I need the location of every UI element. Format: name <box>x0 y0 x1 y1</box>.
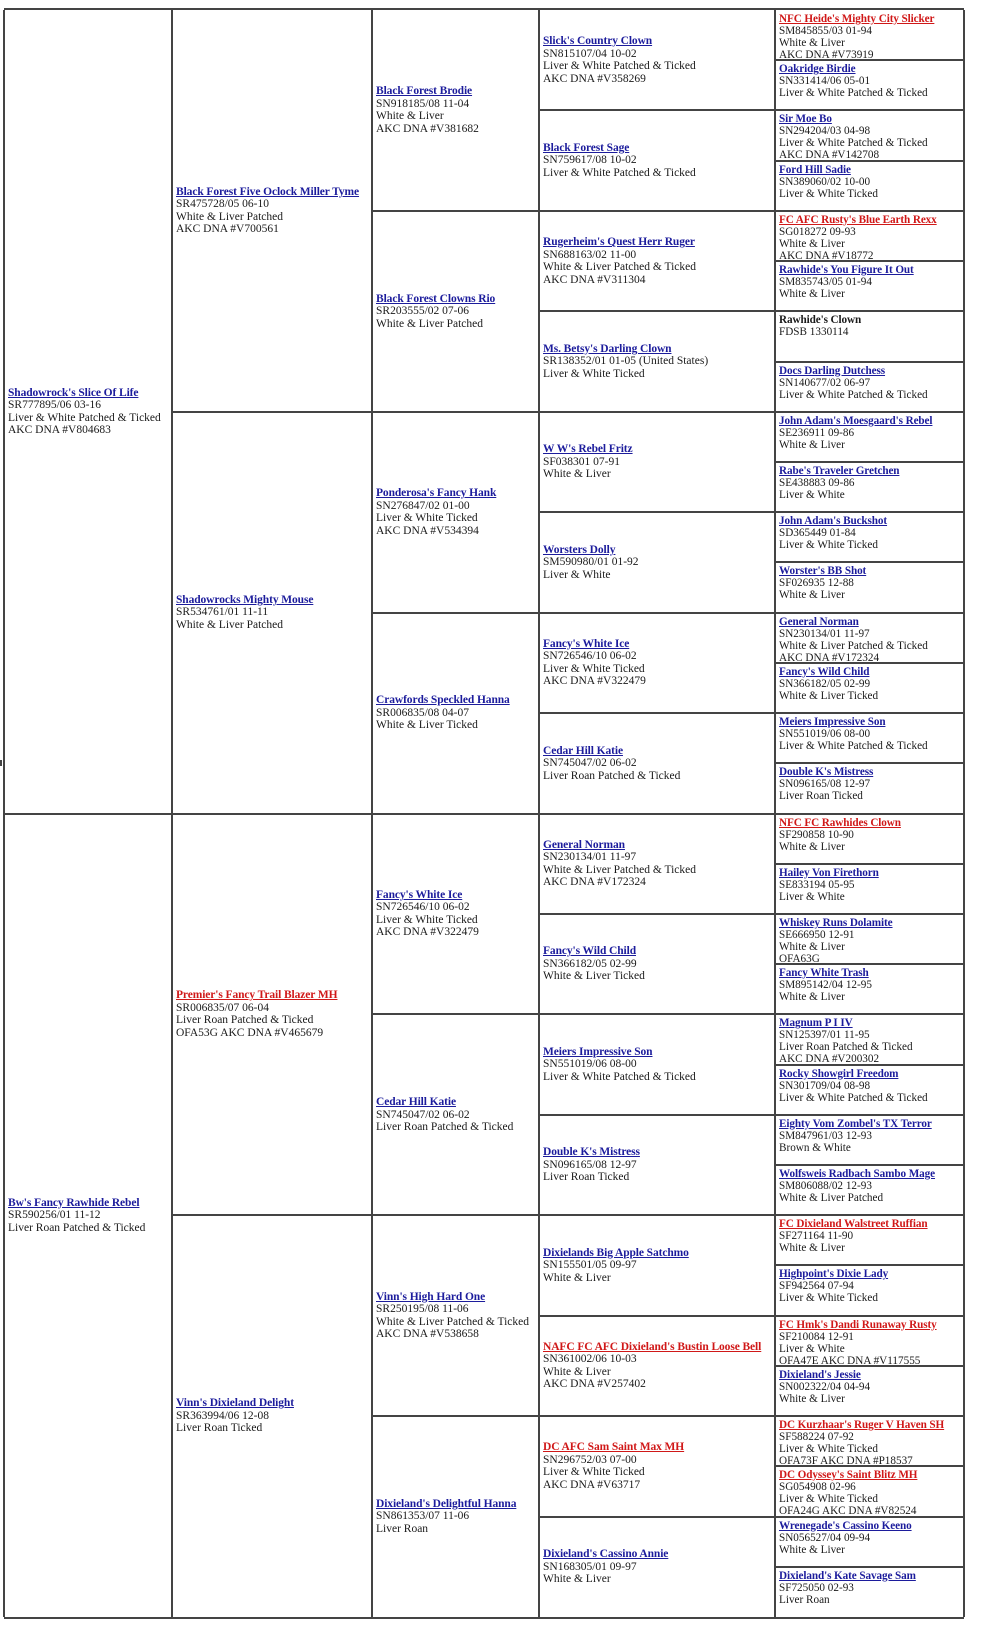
dog-detail: White & Liver Patched <box>176 210 283 223</box>
dog-name-link-wolfsweis-radbach-sambo-mage[interactable]: Wolfsweis Radbach Sambo Mage <box>779 1168 936 1181</box>
dog-name-link-worster-s-bb-shot[interactable]: Worster's BB Shot <box>779 565 867 578</box>
dog-detail: White & Liver Patched & Ticked <box>543 261 696 274</box>
dog-detail: Liver & White Patched & Ticked <box>779 137 928 150</box>
dog-name-link-dc-odyssey-s-saint-blitz-mh[interactable]: DC Odyssey's Saint Blitz MH <box>779 1469 918 1482</box>
dog-name-link-general-norman[interactable]: General Norman <box>543 838 625 851</box>
dog-name-link-ford-hill-sadie[interactable]: Ford Hill Sadie <box>779 163 851 176</box>
dog-detail: Liver Roan Ticked <box>779 790 863 803</box>
left-edge-mark <box>0 760 2 766</box>
dog-detail: AKC DNA #V538658 <box>376 1328 479 1341</box>
dog-detail: White & Liver <box>779 940 845 953</box>
dog-detail: White & Liver <box>543 1365 611 1378</box>
dog-name-link-vinn-s-high-hard-one[interactable]: Vinn's High Hard One <box>376 1290 486 1303</box>
dog-name-link-oakridge-birdie[interactable]: Oakridge Birdie <box>779 63 856 76</box>
dog-name-link-rawhide-s-you-figure-it-out[interactable]: Rawhide's You Figure It Out <box>779 264 914 277</box>
dog-name-link-docs-darling-dutchess[interactable]: Docs Darling Dutchess <box>779 364 886 377</box>
registration-info: SN688163/02 11-00 <box>543 248 637 261</box>
dog-detail: OFA53G AKC DNA #V465679 <box>176 1026 324 1039</box>
pedigree-cell-gen5 <box>776 161 963 211</box>
registration-info: SG054908 02-96 <box>779 1481 856 1494</box>
dog-detail: Liver Roan Ticked <box>176 1422 263 1435</box>
dog-detail: AKC DNA #V381682 <box>376 122 479 135</box>
dog-detail: AKC DNA #V322479 <box>376 926 479 939</box>
dog-name-link-fc-dixieland-walstreet-ruffian[interactable]: FC Dixieland Walstreet Ruffian <box>779 1218 928 1231</box>
registration-info: SN276847/02 01-00 <box>376 499 470 512</box>
dog-detail: AKC DNA #V200302 <box>779 1053 880 1065</box>
pedigree-cell-gen4 <box>540 211 774 311</box>
dog-detail: White & Liver <box>779 1242 845 1255</box>
pedigree-cell-gen5 <box>776 512 963 562</box>
dog-detail: White & Liver <box>779 288 845 301</box>
dog-detail: White & Liver Patched & Ticked <box>543 863 696 876</box>
pedigree-cell-gen5 <box>776 211 963 261</box>
registration-info: SR363994/06 12-08 <box>176 1409 269 1422</box>
registration-info: SN294204/03 04-98 <box>779 125 871 138</box>
dog-name-link-general-norman[interactable]: General Norman <box>779 615 859 628</box>
dog-detail: White & Liver <box>779 991 845 1004</box>
dog-name-link-black-forest-clowns-rio[interactable]: Black Forest Clowns Rio <box>376 292 496 305</box>
dog-detail: Liver Roan Patched & Ticked <box>8 1221 146 1234</box>
dog-name-link-dixieland-s-delightful-hanna[interactable]: Dixieland's Delightful Hanna <box>376 1497 517 1510</box>
dog-name-link-nfc-fc-rawhides-clown[interactable]: NFC FC Rawhides Clown <box>779 816 901 829</box>
registration-info: SN918185/08 11-04 <box>376 97 470 110</box>
dog-detail: White & Liver Patched <box>779 1192 884 1205</box>
registration-info: SN726546/10 06-02 <box>543 650 637 663</box>
dog-detail: OFA63G <box>779 952 820 965</box>
dog-name-link-highpoint-s-dixie-lady[interactable]: Highpoint's Dixie Lady <box>779 1268 889 1281</box>
dog-detail: Liver & White Ticked <box>779 539 878 552</box>
dog-name-link-black-forest-brodie[interactable]: Black Forest Brodie <box>376 85 473 98</box>
pedigree-cell-gen1 <box>5 814 171 1618</box>
registration-info: SF725050 02-93 <box>779 1581 854 1594</box>
registration-info: SR006835/07 06-04 <box>176 1001 269 1014</box>
pedigree-cell-gen5 <box>776 1366 963 1416</box>
dog-name-link-hailey-von-firethorn[interactable]: Hailey Von Firethorn <box>779 866 879 879</box>
registration-info: SF026935 12-88 <box>779 577 854 590</box>
dog-name-link-fancy-s-white-ice[interactable]: Fancy's White Ice <box>543 637 630 650</box>
dog-name-link-premier-s-fancy-trail-blazer-mh[interactable]: Premier's Fancy Trail Blazer MH <box>176 989 338 1002</box>
dog-detail: Liver & White Patched & Ticked <box>8 411 161 424</box>
pedigree-cell-gen5 <box>776 1215 963 1265</box>
dog-name-link-cedar-hill-katie[interactable]: Cedar Hill Katie <box>543 744 623 757</box>
dog-name-link-rocky-showgirl-freedom[interactable]: Rocky Showgirl Freedom <box>779 1067 899 1080</box>
dog-detail: Liver & White Patched & Ticked <box>779 87 928 100</box>
dog-detail: White & Liver Patched <box>376 317 483 330</box>
registration-info: SN815107/04 10-02 <box>543 47 637 60</box>
pedigree-cell-gen5 <box>776 1517 963 1567</box>
registration-info: SF290858 10-90 <box>779 828 854 841</box>
dog-detail: Liver & White Patched & Ticked <box>543 166 696 179</box>
pedigree-cell-gen5 <box>776 814 963 864</box>
dog-detail: Liver & White <box>543 568 611 581</box>
registration-info: SN096165/08 12-97 <box>543 1158 637 1171</box>
dog-name-link-sir-moe-bo[interactable]: Sir Moe Bo <box>779 113 832 126</box>
dog-detail: Liver & White Ticked <box>779 1493 878 1506</box>
dog-detail: White & Liver <box>779 37 845 49</box>
pedigree-cell-gen4 <box>540 412 774 512</box>
registration-info: SN002322/04 04-94 <box>779 1380 871 1393</box>
dog-detail: White & Liver Patched & Ticked <box>376 1315 529 1328</box>
pedigree-cell-gen2 <box>173 1215 371 1617</box>
registration-info: SR138352/01 01-05 (United States) <box>543 355 709 368</box>
dog-detail: White & Liver <box>543 1573 611 1586</box>
pedigree-cell-gen5 <box>776 663 963 713</box>
registration-info: SG018272 09-93 <box>779 225 856 238</box>
pedigree-cell-gen5 <box>776 713 963 763</box>
dog-name-link-john-adam-s-buckshot[interactable]: John Adam's Buckshot <box>779 515 888 528</box>
dog-detail: White & Liver Ticked <box>376 719 478 732</box>
dog-name-link-shadowrock-s-slice-of-life[interactable]: Shadowrock's Slice Of Life <box>8 386 139 399</box>
dog-name-link-dixielands-big-apple-satchmo[interactable]: Dixielands Big Apple Satchmo <box>543 1246 689 1259</box>
dog-name-link-fc-afc-rusty-s-blue-earth-rexx[interactable]: FC AFC Rusty's Blue Earth Rexx <box>779 213 937 226</box>
dog-detail: AKC DNA #V804683 <box>8 424 111 437</box>
registration-info: SM845855/03 01-94 <box>779 25 872 37</box>
registration-info: SN230134/01 11-97 <box>543 851 637 864</box>
dog-detail: AKC DNA #V142708 <box>779 149 880 161</box>
registration-info: SM835743/05 01-94 <box>779 276 872 289</box>
pedigree-cell-gen5 <box>776 60 963 110</box>
pedigree-cell-gen4 <box>540 814 774 914</box>
pedigree-cell-gen5 <box>776 1466 963 1516</box>
registration-info: SN745047/02 06-02 <box>543 757 637 770</box>
pedigree-cell-gen5 <box>776 613 963 663</box>
dog-name-link-black-forest-sage[interactable]: Black Forest Sage <box>543 141 630 154</box>
dog-detail: Liver Roan Patched & Ticked <box>779 1041 913 1054</box>
dog-detail: OFA24G AKC DNA #V82524 <box>779 1505 917 1517</box>
pedigree-cell-gen4 <box>540 110 774 210</box>
pedigree-cell-gen2 <box>173 412 371 814</box>
dog-detail: Liver & White Ticked <box>779 187 878 200</box>
registration-info: SM847961/03 12-93 <box>779 1129 872 1142</box>
pedigree-cell-gen4 <box>540 311 774 411</box>
pedigree-cell-gen5 <box>776 864 963 914</box>
registration-info: SN125397/01 11-95 <box>779 1029 870 1042</box>
pedigree-cell-gen4 <box>540 914 774 1014</box>
dog-detail: Liver & White Ticked <box>543 662 645 675</box>
registration-info: SR006835/08 04-07 <box>376 706 469 719</box>
dog-detail: Liver & White <box>779 488 845 501</box>
dog-detail: Liver & White Patched & Ticked <box>779 740 928 753</box>
pedigree-cell-gen1 <box>5 10 171 814</box>
pedigree-cell-gen4 <box>540 1115 774 1215</box>
pedigree-cell-gen4 <box>540 1517 774 1617</box>
registration-info: SR590256/01 11-12 <box>8 1209 101 1221</box>
pedigree-cell-gen5 <box>776 462 963 512</box>
registration-info: SF942564 07-94 <box>779 1280 854 1293</box>
dog-name-link-cedar-hill-katie[interactable]: Cedar Hill Katie <box>376 1096 456 1109</box>
pedigree-cell-gen5 <box>776 1567 963 1617</box>
dog-name-link-dixieland-s-kate-savage-sam[interactable]: Dixieland's Kate Savage Sam <box>779 1569 916 1582</box>
dog-name-link-ms-betsy-s-darling-clown[interactable]: Ms. Betsy's Darling Clown <box>543 342 672 355</box>
pedigree-cell-gen3 <box>373 412 538 613</box>
dog-name-link-meiers-impressive-son[interactable]: Meiers Impressive Son <box>779 716 886 729</box>
dog-name-link-crawfords-speckled-hanna[interactable]: Crawfords Speckled Hanna <box>376 694 510 707</box>
dog-detail: Liver Roan <box>376 1522 429 1535</box>
registration-info: SN230134/01 11-97 <box>779 627 870 640</box>
dog-name-link-magnum-p-i-iv[interactable]: Magnum P I IV <box>779 1017 853 1030</box>
dog-detail: White & Liver <box>779 589 845 602</box>
dog-detail: White & Liver <box>376 110 444 123</box>
registration-info: SM895142/04 12-95 <box>779 979 872 992</box>
dog-detail: Liver & White Ticked <box>376 913 478 926</box>
pedigree-cell-gen3 <box>373 1014 538 1215</box>
registration-info: SE438883 09-86 <box>779 476 855 489</box>
dog-name-link-dixieland-s-jessie[interactable]: Dixieland's Jessie <box>779 1368 861 1381</box>
dog-detail: AKC DNA #V18772 <box>779 249 874 262</box>
registration-info: SN155501/05 09-97 <box>543 1259 637 1272</box>
registration-info: SN861353/07 11-06 <box>376 1510 470 1523</box>
registration-info: SD365449 01-84 <box>779 527 856 540</box>
pedigree-cell-gen5 <box>776 964 963 1014</box>
dog-detail: AKC DNA #V311304 <box>543 273 646 286</box>
registration-info: SN056527/04 09-94 <box>779 1531 871 1544</box>
dog-detail: Liver & White <box>779 1342 845 1355</box>
pedigree-cell-gen3 <box>373 1215 538 1416</box>
registration-info: SN389060/02 10-00 <box>779 175 871 188</box>
dog-name-link-john-adam-s-moesgaard-s-rebel[interactable]: John Adam's Moesgaard's Rebel <box>779 414 933 427</box>
pedigree-cell-gen4 <box>540 713 774 813</box>
registration-info: SN301709/04 08-98 <box>779 1079 871 1092</box>
dog-name-link-black-forest-five-oclock-miller-tyme[interactable]: Black Forest Five Oclock Miller Tyme <box>176 185 360 198</box>
registration-info: SR475728/05 06-10 <box>176 198 269 211</box>
pedigree-cell-gen2 <box>173 814 371 1216</box>
dog-detail: Brown & White <box>779 1141 851 1154</box>
pedigree-cell-gen5 <box>776 763 963 813</box>
dog-name-link-worsters-dolly[interactable]: Worsters Dolly <box>543 543 616 556</box>
registration-info: SN366182/05 02-99 <box>543 957 637 970</box>
dog-detail: White & Liver <box>543 1271 611 1284</box>
registration-info: SN096165/08 12-97 <box>779 778 871 791</box>
dog-name-link-bw-s-fancy-rawhide-rebel[interactable]: Bw's Fancy Rawhide Rebel <box>8 1196 140 1209</box>
pedigree-cell-gen5 <box>776 562 963 612</box>
dog-detail: White & Liver <box>779 840 845 853</box>
registration-info: SM590980/01 01-92 <box>543 556 639 569</box>
pedigree-cell-gen2 <box>173 10 371 412</box>
registration-info: SF271164 11-90 <box>779 1230 854 1243</box>
dog-detail: White & Liver Patched <box>176 618 283 631</box>
dog-name-link-fancy-s-white-ice[interactable]: Fancy's White Ice <box>376 888 463 901</box>
registration-info: SR250195/08 11-06 <box>376 1303 469 1316</box>
pedigree-cell-gen5 <box>776 261 963 311</box>
dog-detail: White & Liver Patched & Ticked <box>779 639 928 652</box>
dog-detail: White & Liver <box>543 468 611 481</box>
dog-name-link-rawhide-s-clown: Rawhide's Clown <box>779 314 862 327</box>
pedigree-cell-gen4 <box>540 1316 774 1416</box>
registration-info: SN551019/06 08-00 <box>543 1058 637 1071</box>
pedigree-cell-gen4 <box>540 1416 774 1516</box>
dog-name-link-fancy-s-wild-child[interactable]: Fancy's Wild Child <box>779 665 870 678</box>
dog-name-link-eighty-vom-zombel-s-tx-terror[interactable]: Eighty Vom Zombel's TX Terror <box>779 1117 932 1130</box>
dog-name-link-dc-kurzhaar-s-ruger-v-haven-sh[interactable]: DC Kurzhaar's Ruger V Haven SH <box>779 1419 945 1432</box>
pedigree-cell-gen4 <box>540 1215 774 1315</box>
dog-detail: AKC DNA #V172324 <box>543 876 646 889</box>
dog-name-link-nafc-fc-afc-dixieland-s-bustin-loose-bell[interactable]: NAFC FC AFC Dixieland's Bustin Loose Bell <box>543 1340 762 1353</box>
dog-detail: AKC DNA #V63717 <box>543 1478 641 1491</box>
dog-name-link-w-w-s-rebel-fritz[interactable]: W W's Rebel Fritz <box>543 443 633 456</box>
dog-name-link-fc-hmk-s-dandi-runaway-rusty[interactable]: FC Hmk's Dandi Runaway Rusty <box>779 1318 937 1331</box>
dog-detail: AKC DNA #V534394 <box>376 524 479 537</box>
pedigree-cell-gen3 <box>373 613 538 814</box>
registration-info: SM806088/02 12-93 <box>779 1180 872 1193</box>
registration-info: SN759617/08 10-02 <box>543 154 637 167</box>
pedigree-cell-gen5 <box>776 10 963 60</box>
dog-detail: AKC DNA #V257402 <box>543 1378 646 1391</box>
dog-name-link-vinn-s-dixieland-delight[interactable]: Vinn's Dixieland Delight <box>176 1397 294 1410</box>
registration-info: SN551019/06 08-00 <box>779 728 871 741</box>
dog-name-link-nfc-heide-s-mighty-city-slicker[interactable]: NFC Heide's Mighty City Slicker <box>779 13 935 25</box>
pedigree-cell-gen3 <box>373 10 538 211</box>
pedigree-table <box>4 8 964 1619</box>
dog-detail: White & Liver <box>779 237 845 250</box>
dog-detail: Liver & White Ticked <box>779 1292 878 1305</box>
pedigree-cell-gen5 <box>776 1316 963 1366</box>
registration-info: SE833194 05-95 <box>779 878 855 891</box>
registration-info: SF588224 07-92 <box>779 1431 854 1444</box>
dog-detail: AKC DNA #V322479 <box>543 675 646 688</box>
pedigree-cell-gen4 <box>540 10 774 110</box>
pedigree-cell-gen5 <box>776 362 963 412</box>
registration-info: SN168305/01 09-97 <box>543 1560 637 1573</box>
registration-info: SN140677/02 06-97 <box>779 376 871 389</box>
dog-name-link-double-k-s-mistress[interactable]: Double K's Mistress <box>779 766 874 779</box>
dog-detail: Liver & White Ticked <box>779 1443 878 1456</box>
dog-name-link-dc-afc-sam-saint-max-mh[interactable]: DC AFC Sam Saint Max MH <box>543 1441 685 1454</box>
pedigree-cell-gen5 <box>776 1416 963 1466</box>
pedigree-cell-gen3 <box>373 814 538 1015</box>
dog-name-link-double-k-s-mistress[interactable]: Double K's Mistress <box>543 1146 640 1159</box>
registration-info: SE236911 09-86 <box>779 426 855 439</box>
registration-info: SF210084 12-91 <box>779 1330 854 1343</box>
registration-info: SF038301 07-91 <box>543 455 620 468</box>
pedigree-cell-gen5 <box>776 1115 963 1165</box>
dog-detail: OFA47E AKC DNA #V117555 <box>779 1354 921 1366</box>
pedigree-cell-gen4 <box>540 1014 774 1114</box>
dog-detail: Liver & White Ticked <box>543 1466 645 1479</box>
pedigree-cell-gen5 <box>776 1165 963 1215</box>
dog-detail: White & Liver <box>779 1543 845 1556</box>
dog-detail: Liver & White Ticked <box>376 512 478 525</box>
registration-info: SN361002/06 10-03 <box>543 1353 637 1366</box>
dog-detail: Liver & White <box>779 890 845 903</box>
dog-detail: Liver & White Patched & Ticked <box>543 60 696 73</box>
pedigree-cell-gen5 <box>776 1265 963 1315</box>
dog-detail: Liver Roan Patched & Ticked <box>376 1121 514 1134</box>
dog-name-link-fancy-white-trash[interactable]: Fancy White Trash <box>779 967 869 980</box>
registration-info: SN745047/02 06-02 <box>376 1108 470 1121</box>
pedigree-cell-gen4 <box>540 512 774 612</box>
pedigree-cell-gen5 <box>776 311 963 361</box>
dog-name-link-wrenegade-s-cassino-keeno[interactable]: Wrenegade's Cassino Keeno <box>779 1519 912 1532</box>
pedigree-cell-gen3 <box>373 211 538 412</box>
dog-detail: Liver & White Ticked <box>543 367 645 380</box>
dog-detail: White & Liver <box>779 438 845 451</box>
registration-info: SN366182/05 02-99 <box>779 677 871 690</box>
pedigree-cell-gen5 <box>776 1014 963 1064</box>
dog-name-link-ponderosa-s-fancy-hank[interactable]: Ponderosa's Fancy Hank <box>376 487 497 500</box>
dog-detail: White & Liver Ticked <box>779 689 879 702</box>
pedigree-cell-gen5 <box>776 1065 963 1115</box>
dog-name-link-meiers-impressive-son[interactable]: Meiers Impressive Son <box>543 1045 653 1058</box>
dog-name-link-slick-s-country-clown[interactable]: Slick's Country Clown <box>543 35 653 48</box>
pedigree-cell-gen4 <box>540 613 774 713</box>
pedigree-cell-gen3 <box>373 1416 538 1617</box>
dog-name-link-rabe-s-traveler-gretchen[interactable]: Rabe's Traveler Gretchen <box>779 464 900 477</box>
registration-info: SR203555/02 07-06 <box>376 305 469 318</box>
dog-name-link-whiskey-runs-dolamite[interactable]: Whiskey Runs Dolamite <box>779 916 893 929</box>
dog-detail: White & Liver <box>779 1392 845 1405</box>
dog-detail: AKC DNA #V700561 <box>176 223 279 236</box>
registration-info: SR777895/06 03-16 <box>8 399 101 412</box>
registration-info: SN331414/06 05-01 <box>779 75 871 88</box>
pedigree-cell-gen5 <box>776 110 963 160</box>
dog-detail: Liver Roan <box>779 1593 830 1606</box>
dog-name-link-dixieland-s-cassino-annie[interactable]: Dixieland's Cassino Annie <box>543 1548 669 1561</box>
pedigree-cell-gen5 <box>776 412 963 462</box>
dog-detail: Liver Roan Ticked <box>543 1171 630 1184</box>
registration-info: SN296752/03 07-00 <box>543 1453 637 1466</box>
dog-detail: AKC DNA #V358269 <box>543 72 646 85</box>
registration-info: SE666950 12-91 <box>779 928 855 941</box>
pedigree-cell-gen5 <box>776 914 963 964</box>
dog-detail: OFA73F AKC DNA #P18537 <box>779 1455 913 1467</box>
dog-name-link-rugerheim-s-quest-herr-ruger[interactable]: Rugerheim's Quest Herr Ruger <box>543 236 695 249</box>
registration-info: SN726546/10 06-02 <box>376 901 470 914</box>
dog-detail: White & Liver Ticked <box>543 970 645 983</box>
dog-detail: AKC DNA #V73919 <box>779 49 874 61</box>
registration-info: FDSB 1330114 <box>779 326 849 339</box>
dog-name-link-fancy-s-wild-child[interactable]: Fancy's Wild Child <box>543 945 637 958</box>
dog-detail: Liver & White Patched & Ticked <box>779 388 928 401</box>
dog-detail: Liver Roan Patched & Ticked <box>543 769 681 782</box>
dog-detail: AKC DNA #V172324 <box>779 651 880 663</box>
dog-name-link-shadowrocks-mighty-mouse[interactable]: Shadowrocks Mighty Mouse <box>176 593 314 606</box>
registration-info: SR534761/01 11-11 <box>176 606 269 619</box>
dog-detail: Liver & White Patched & Ticked <box>779 1091 928 1104</box>
dog-detail: Liver & White Patched & Ticked <box>543 1070 696 1083</box>
dog-detail: Liver Roan Patched & Ticked <box>176 1014 314 1027</box>
